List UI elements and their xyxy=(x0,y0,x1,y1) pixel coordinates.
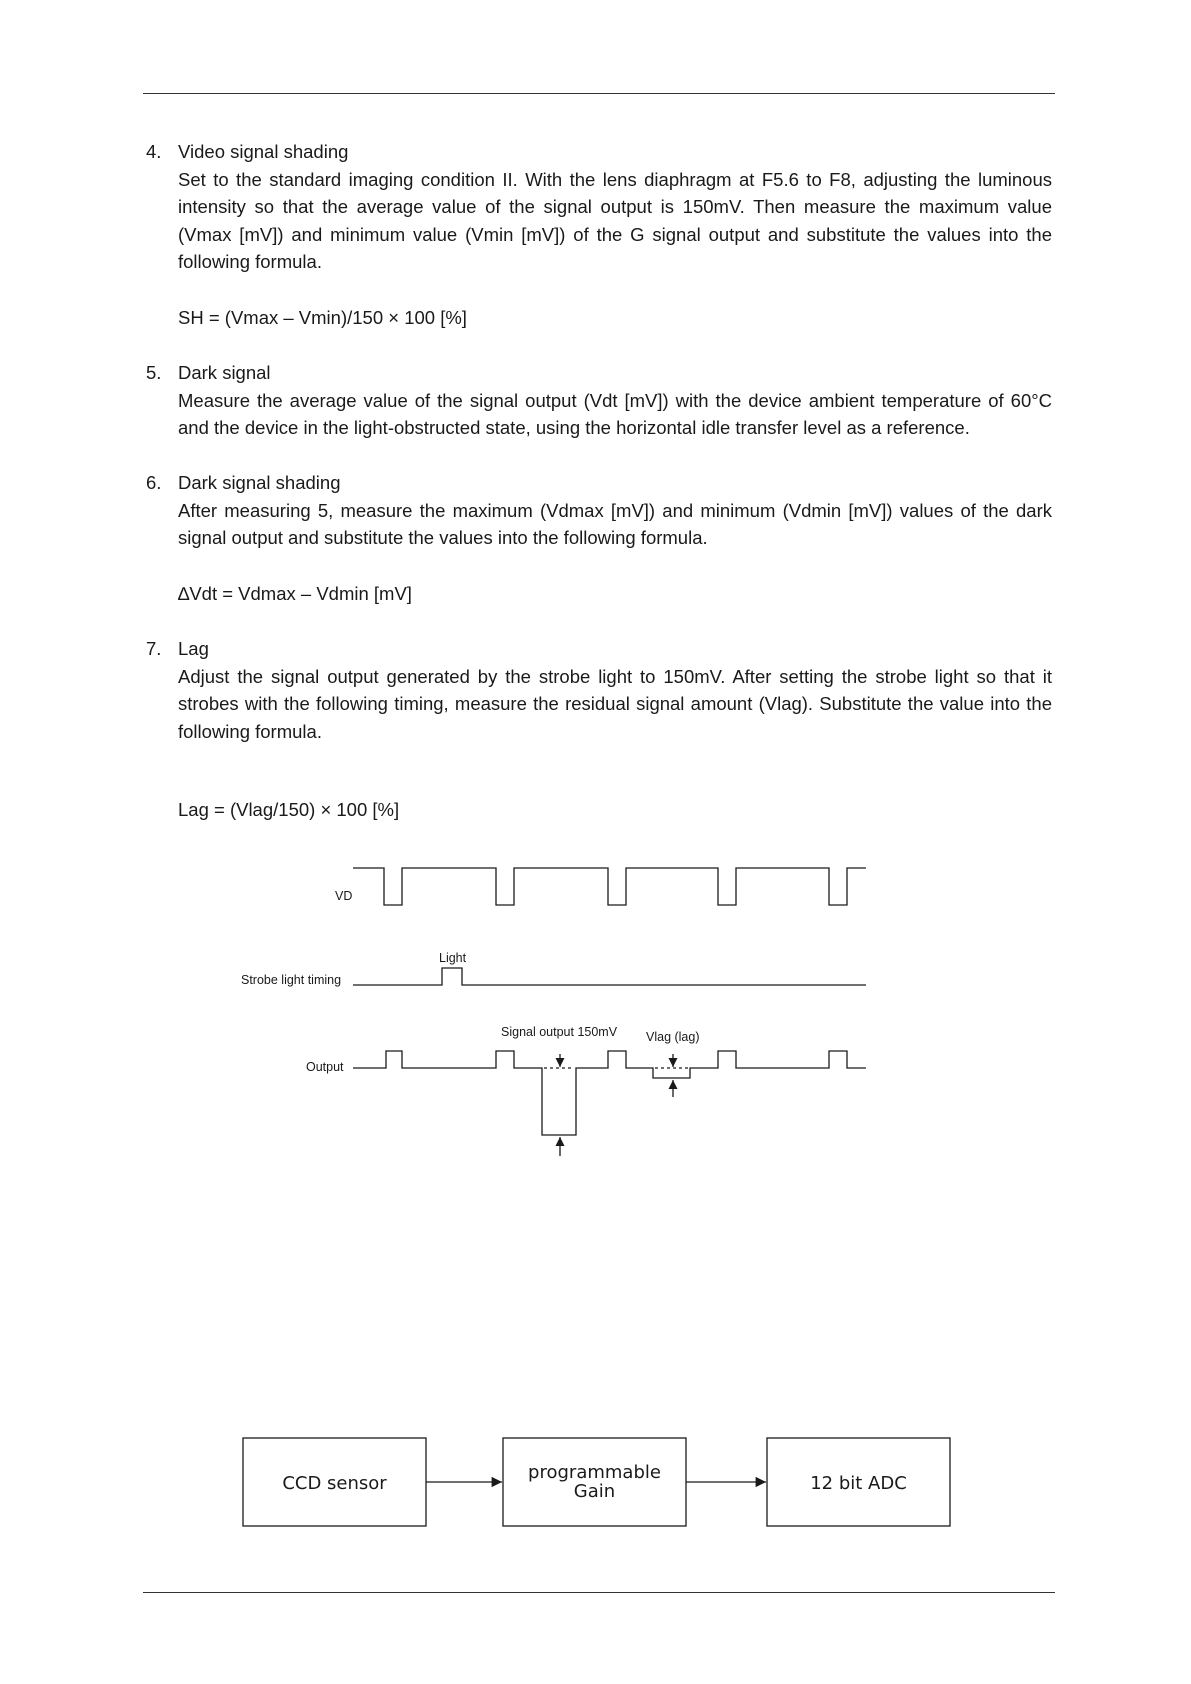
vd-label: VD xyxy=(335,889,353,903)
section-number: 5. xyxy=(146,362,162,383)
section-body: Set to the standard imaging condition II. With the lens diaphragm at F5.6 to F8, adjusting the luminous intensity so that the average value of the signal output is 150mV. Then measure the maximum value (Vmax [mV]) and minimum value (Vmin [mV]) of the G signal output and substitute the values into the following formula. xyxy=(178,168,1052,272)
section-number: 4. xyxy=(146,141,162,162)
ccd-sensor-label: CCD sensor xyxy=(282,1473,387,1494)
section-body: Measure the average value of the signal output (Vdt [mV]) with the device ambient temperature of 60°C and the device in the light-obstructed state, using the horizontal idle transfer level as a reference. xyxy=(178,389,1052,438)
formula-dvdt: ∆Vdt = Vdmax – Vdmin [mV] xyxy=(178,583,412,604)
output-waveform xyxy=(353,1051,866,1135)
vlag-label: Vlag (lag) xyxy=(646,1030,700,1044)
section-number: 7. xyxy=(146,638,162,659)
section-body: Adjust the signal output generated by the strobe light to 150mV. After setting the strobe light so that it strobes with the following timing, measure the residual signal amount (Vlag). Substitute the value into the following formula. xyxy=(178,665,1052,742)
section-title: Dark signal xyxy=(178,362,271,383)
signal-output-label: Signal output 150mV xyxy=(501,1025,618,1039)
section-number: 6. xyxy=(146,472,162,493)
strobe-waveform xyxy=(353,968,866,985)
section-body: After measuring 5, measure the maximum (Vdmax [mV]) and minimum (Vdmin [mV]) values of the dark signal output and substitute the values into the following formula. xyxy=(178,499,1052,548)
footer-rule xyxy=(143,1592,1055,1593)
section-title: Dark signal shading xyxy=(178,472,341,493)
adc-label: 12 bit ADC xyxy=(810,1473,907,1494)
timing-diagram xyxy=(353,868,866,1156)
light-label: Light xyxy=(439,951,467,965)
section-title: Video signal shading xyxy=(178,141,349,162)
formula-sh: SH = (Vmax – Vmin)/150 × 100 [%] xyxy=(178,307,467,328)
gain-label-line1: programmable xyxy=(528,1462,661,1483)
output-label: Output xyxy=(306,1060,344,1074)
gain-label-line2: Gain xyxy=(573,1481,616,1502)
vd-waveform xyxy=(353,868,866,905)
block-diagram xyxy=(243,1438,950,1526)
section-title: Lag xyxy=(178,638,209,659)
formula-lag: Lag = (Vlag/150) × 100 [%] xyxy=(178,799,400,820)
strobe-label: Strobe light timing xyxy=(241,973,342,987)
